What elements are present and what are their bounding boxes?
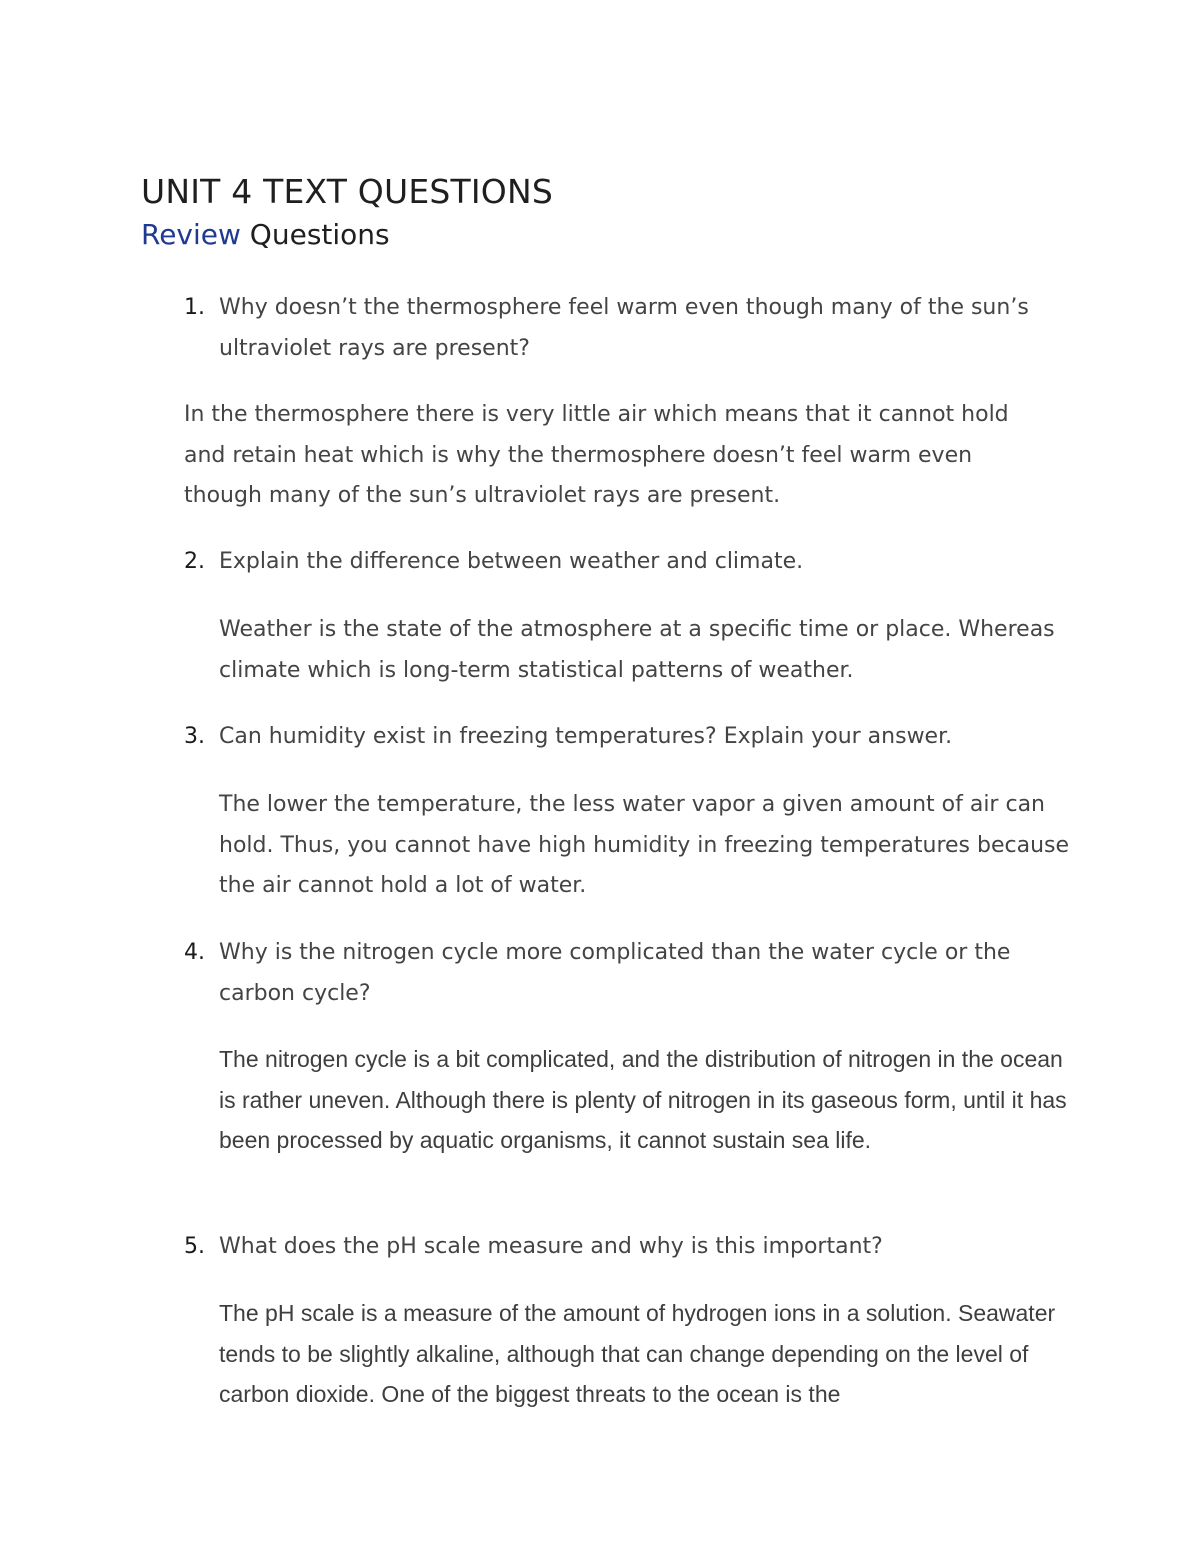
question-text: Why doesn’t the thermosphere feel warm even though many of the sun’s ultraviolet rays are present? — [219, 295, 1029, 361]
question-item — [184, 1227, 1084, 1268]
page-title: UNIT 4 TEXT QUESTIONS — [141, 172, 554, 211]
question-item — [184, 542, 1084, 583]
question-text: Can humidity exist in freezing temperatures? Explain your answer. — [219, 724, 953, 749]
question-number: 3. — [184, 724, 205, 749]
answer-text: The nitrogen cycle is a bit complicated, and the distribution of nitrogen in the ocean is rather uneven. Although there is plenty of nitrogen in its gaseous form, until it has been processed by aquatic organisms, it cannot sustain sea life. — [219, 1046, 1067, 1153]
question-item — [184, 717, 1084, 758]
answer-text: Weather is the state of the atmosphere at a specific time or place. Whereas climate which is long-term statistical patterns of weather. — [219, 617, 1055, 683]
section-subtitle — [141, 218, 390, 251]
question-number: 4. — [184, 940, 205, 965]
answer-text: The lower the temperature, the less water vapor a given amount of air can hold. Thus, you cannot have high humidity in freezing temperatures because the air cannot hold a lot of water. — [219, 792, 1070, 898]
answer-text: In the thermosphere there is very little air which means that it cannot hold and retain heat which is why the thermosphere doesn’t feel warm even though many of the sun’s ultraviolet rays are present. — [184, 402, 1009, 508]
question-text: What does the pH scale measure and why is this important? — [219, 1234, 883, 1259]
subtitle-rest: Questions — [240, 218, 390, 251]
question-number: 2. — [184, 549, 205, 574]
subtitle-accent-word: Review — [141, 218, 241, 251]
question-number: 5. — [184, 1234, 205, 1259]
question-item — [184, 933, 1084, 1014]
question-item — [184, 288, 1084, 369]
answer-text: The pH scale is a measure of the amount of hydrogen ions in a solution. Seawater tends to be slightly alkaline, although that can change depending on the level of carbon dioxide. One of the biggest threats to the ocean is the — [219, 1300, 1056, 1407]
question-text: Why is the nitrogen cycle more complicated than the water cycle or the carbon cycle? — [219, 940, 1011, 1006]
question-text: Explain the difference between weather and climate. — [219, 549, 804, 574]
question-number: 1. — [184, 295, 205, 320]
